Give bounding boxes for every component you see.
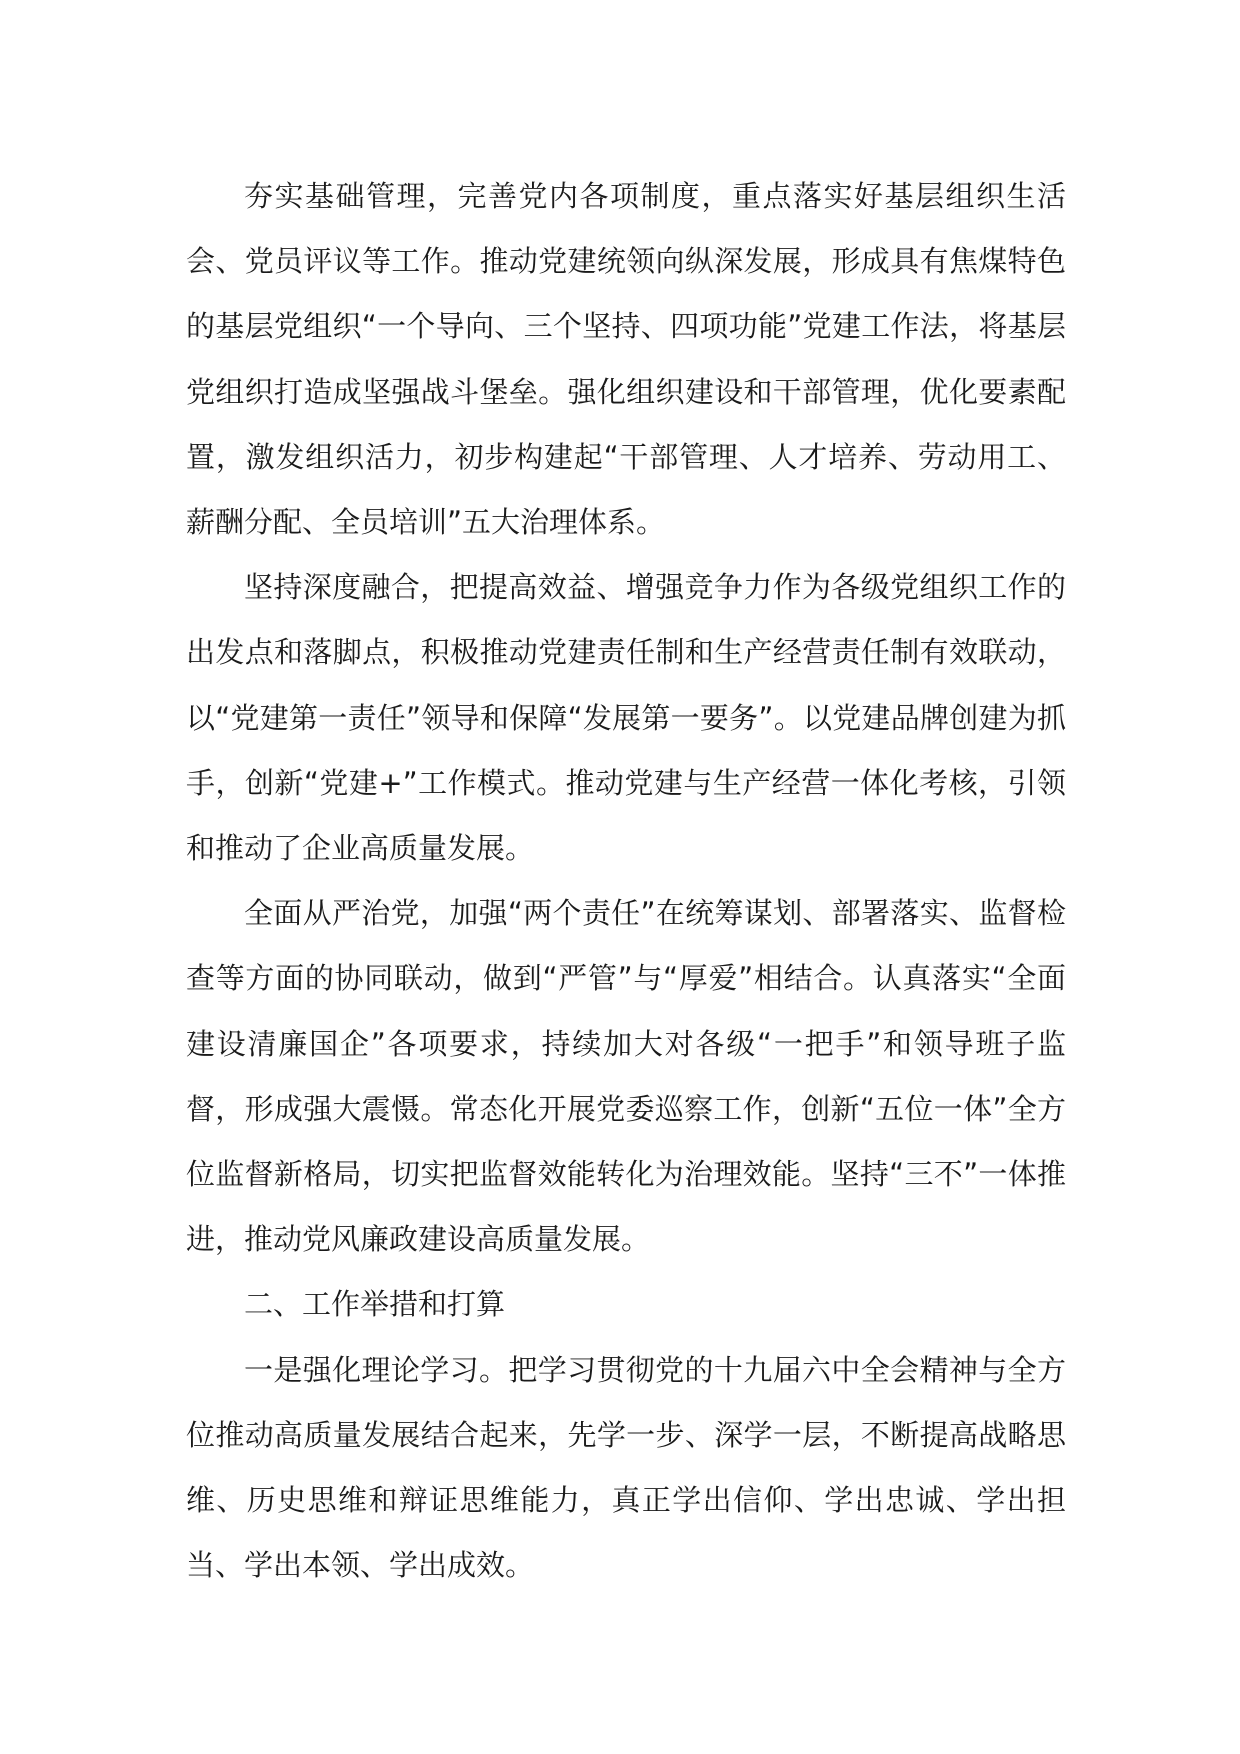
paragraph-theory-study: 一是强化理论学习。把学习贯彻党的十九届六中全会精神与全方位推动高质量发展结合起来，先学一步、深学一层，不断提高战略思维、历史思维和辩证思维能力，真正学出信仰、学出忠诚、学出担当、学出本领、学出成效。: [186, 1352, 1066, 1583]
paragraph-strict-governance: 全面从严治党，加强“两个责任”在统筹谋划、部署落实、监督检查等方面的协同联动，做到“严管”与“厚爱”相结合。认真落实“全面建设清廉国企”各项要求，持续加大对各级“一把手”和领导班子监督，形成强大震慑。常态化开展党委巡察工作，创新“五位一体”全方位监督新格局，切实把监督效能转化为治理效能。坚持“三不”一体推进，推动党风廉政建设高质量发展。: [186, 896, 1066, 1257]
paragraph-basic-management: 夯实基础管理，完善党内各项制度，重点落实好基层组织生活会、党员评议等工作。推动党建统领向纵深发展，形成具有焦煤特色的基层党组织“一个导向、三个坚持、四项功能”党建工作法，将基层党组织打造成坚强战斗堡垒。强化组织建设和干部管理，优化要素配置，激发组织活力，初步构建起“干部管理、人才培养、劳动用工、薪酬分配、全员培训”五大治理体系。: [186, 179, 1066, 540]
document-body: [186, 164, 1066, 1598]
section-heading-measures: 二、工作举措和打算: [244, 1287, 506, 1322]
paragraph-deep-integration: 坚持深度融合，把提高效益、增强竞争力作为各级党组织工作的出发点和落脚点，积极推动党建责任制和生产经营责任制有效联动，以“党建第一责任”领导和保障“发展第一要务”。以党建品牌创建为抓手，创新“党建+”工作模式。推动党建与生产经营一体化考核，引领和推动了企业高质量发展。: [186, 570, 1066, 866]
